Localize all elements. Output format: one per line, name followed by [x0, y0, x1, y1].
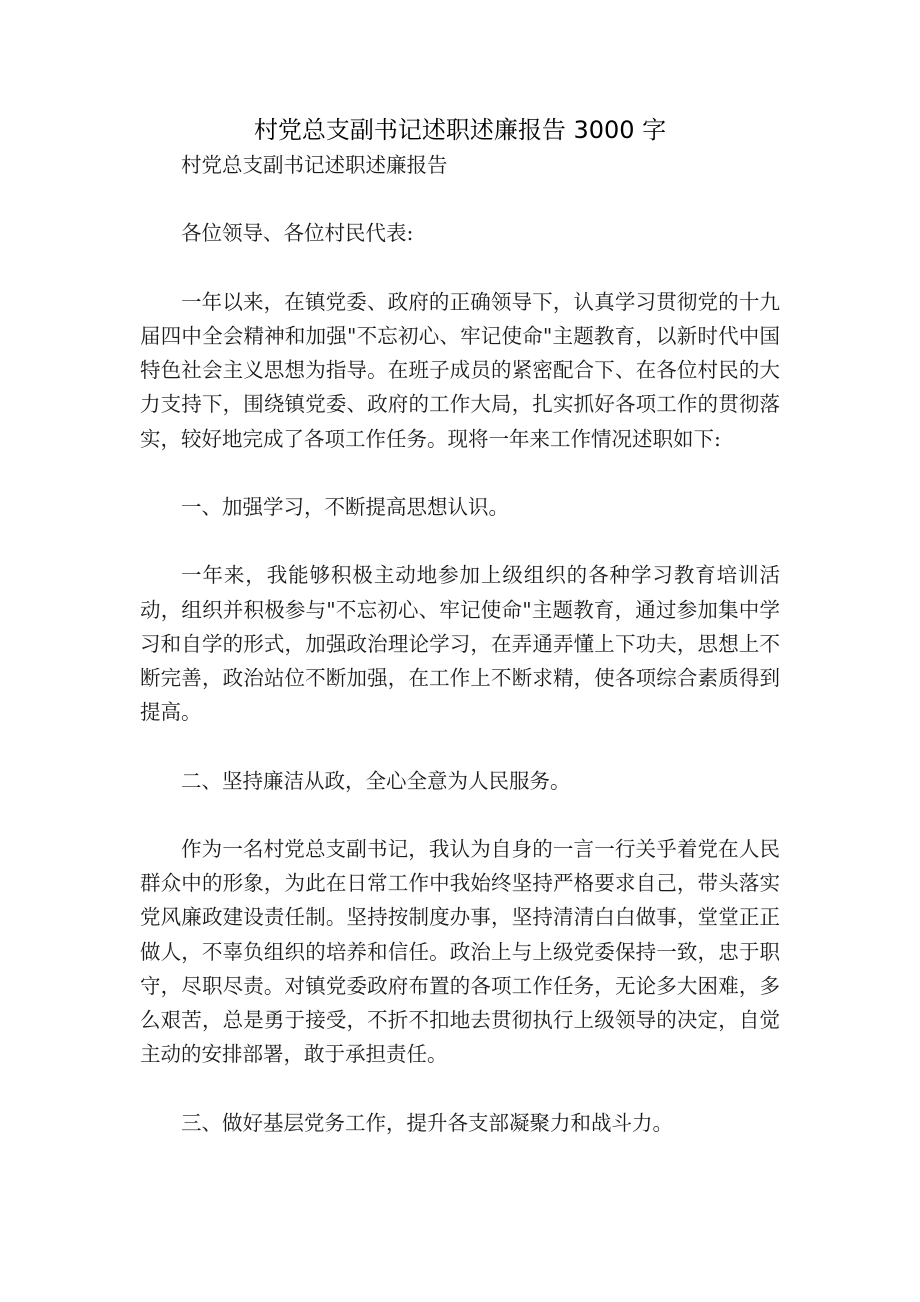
- salutation: 各位领导、各位村民代表:: [181, 221, 414, 246]
- document-title: 村党总支副书记述职述廉报告 3000 字: [253, 116, 667, 144]
- section-paragraph-2: 作为一名村党总支副书记，我认为自身的一言一行关乎着党在人民群众中的形象，为此在日常工作中我始终坚持严格要求自己，带头落实党风廉政建设责任制。坚持按制度办事，坚持清清白白做事，堂堂正正做人，不辜负组织的培养和信任。政治上与上级党委保持一致，忠于职守，尽职尽责。对镇党委政府布置的各项工作任务，无论多大困难，多么艰苦，总是勇于接受，不折不扣地去贯彻执行上级领导的决定，自觉主动的安排部署，敢于承担责任。: [140, 836, 780, 1067]
- section-heading-1: 一、加强学习，不断提高思想认识。: [181, 494, 509, 519]
- section-paragraph-1: 一年来，我能够积极主动地参加上级组织的各种学习教育培训活动，组织并积极参与"不忘初心、牢记使命"主题教育，通过参加集中学习和自学的形式，加强政治理论学习，在弄通弄懂上下功夫，思想上不断完善，政治站位不断加强，在工作上不断求精，使各项综合素质得到提高。: [140, 563, 780, 725]
- intro-paragraph: 一年以来，在镇党委、政府的正确领导下，认真学习贯彻党的十九届四中全会精神和加强"不忘初心、牢记使命"主题教育，以新时代中国特色社会主义思想为指导。在班子成员的紧密配合下、在各位村民的大力支持下，围绕镇党委、政府的工作大局，扎实抓好各项工作的贯彻落实，较好地完成了各项工作任务。现将一年来工作情况述职如下:: [140, 289, 780, 451]
- section-heading-3: 三、做好基层党务工作，提升各支部凝聚力和战斗力。: [181, 1110, 673, 1135]
- report-subtitle: 村党总支副书记述职述廉报告: [181, 153, 448, 177]
- section-heading-2: 二、坚持廉洁从政，全心全意为人民服务。: [181, 768, 571, 793]
- document-body: [140, 148, 780, 1140]
